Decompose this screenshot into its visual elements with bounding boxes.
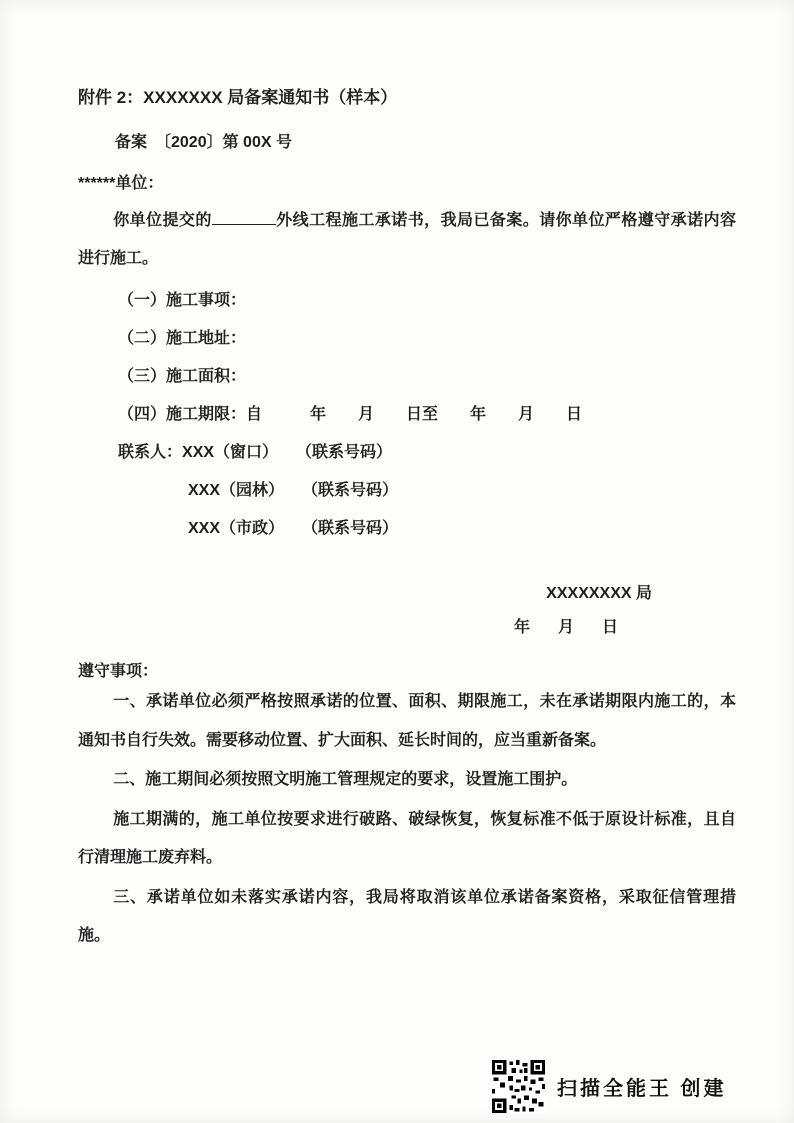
contact-name: XXX（窗口） bbox=[182, 444, 279, 461]
recipient-line: ******单位： bbox=[78, 175, 164, 192]
blank-underline bbox=[212, 208, 276, 225]
intro-text-before: 你单位提交的 bbox=[113, 212, 212, 229]
attachment-title: 附件 2：XXXXXXX 局备案通知书（样本） bbox=[78, 88, 398, 107]
contact-phone: （联系号码） bbox=[310, 520, 399, 537]
item-construction-area: （三）施工面积： bbox=[118, 368, 247, 385]
qr-code-icon bbox=[492, 1060, 545, 1113]
contacts-label: 联系人： bbox=[118, 444, 183, 461]
compliance-paragraph-3: 施工期满的，施工单位按要求进行破路、破绿恢复，恢复标准不低于原设计标准，且自行清理施工废弃料。 bbox=[78, 810, 736, 866]
contact-phone: （联系号码） bbox=[310, 482, 399, 499]
watermark-text: 扫描全能王 创建 bbox=[557, 1078, 727, 1100]
construction-items-list bbox=[78, 282, 736, 434]
compliance-paragraph-1: 一、承诺单位必须严格按照承诺的位置、面积、期限施工，未在承诺期限内施工的，本通知书自行失效。需要移动位置、扩大面积、延长时间的，应当重新备案。 bbox=[78, 693, 736, 749]
signature-block bbox=[78, 584, 736, 638]
contact-name: XXX（市政） bbox=[188, 520, 285, 537]
scanner-watermark bbox=[492, 1060, 727, 1113]
compliance-paragraph-4: 三、承诺单位如未落实承诺内容，我局将取消该单位承诺备案资格，采取征信管理措施。 bbox=[78, 888, 736, 944]
item-construction-period: （四）施工期限：自 年 月 日至 年 月 日 bbox=[118, 406, 583, 423]
contact-phone: （联系号码） bbox=[304, 444, 393, 461]
contact-row-garden bbox=[118, 472, 736, 510]
signature-organization: XXXXXXXX 局 bbox=[546, 585, 652, 602]
document-number: 备案 〔2020〕第 00X 号 bbox=[115, 134, 292, 151]
compliance-heading: 遵守事项： bbox=[78, 663, 159, 680]
item-construction-matter: （一）施工事项： bbox=[118, 292, 247, 309]
intro-paragraph bbox=[78, 202, 736, 278]
signature-date: 年 月 日 bbox=[513, 619, 624, 636]
compliance-paragraph-2: 二、施工期间必须按照文明施工管理规定的要求，设置施工围护。 bbox=[113, 771, 578, 788]
contacts-section bbox=[78, 434, 736, 548]
item-construction-address: （二）施工地址： bbox=[118, 330, 247, 347]
contact-row-municipal bbox=[118, 510, 736, 548]
contact-row-window bbox=[118, 434, 736, 472]
contact-name: XXX（园林） bbox=[188, 482, 285, 499]
intro-text-after: 外线工程施工承诺书，我局已备案。请你单位严格遵守承诺内容进行施工。 bbox=[78, 212, 736, 267]
